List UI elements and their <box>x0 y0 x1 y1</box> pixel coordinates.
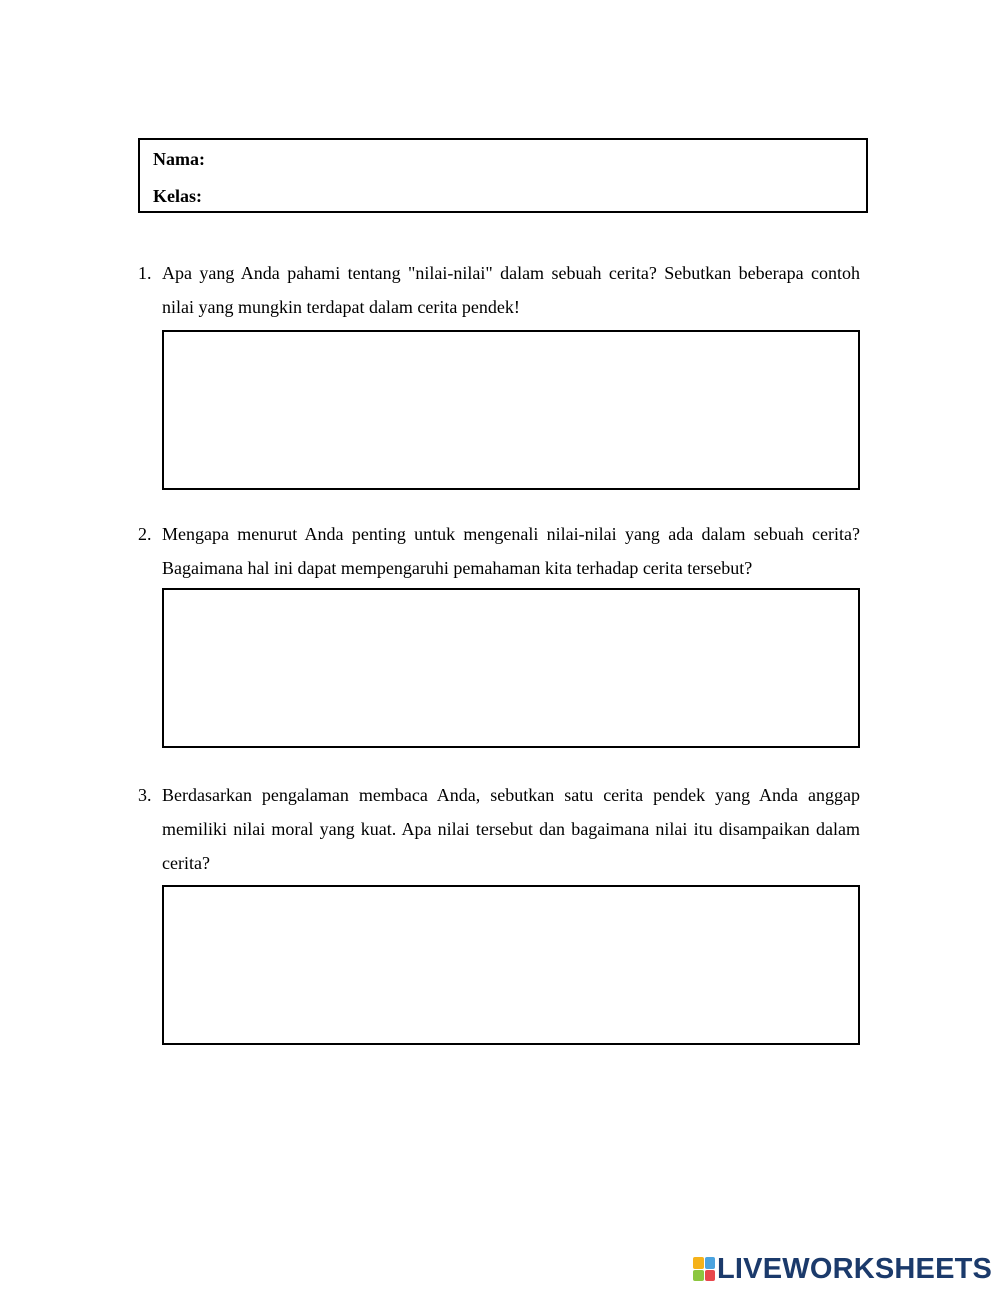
logo-text: LIVEWORKSHEETS <box>717 1253 993 1285</box>
question-number: 3. <box>138 785 152 805</box>
question-number: 1. <box>138 263 152 283</box>
answer-box-3[interactable] <box>162 885 860 1045</box>
logo-mark-tile <box>693 1257 704 1269</box>
question-3 <box>138 778 860 880</box>
question-1 <box>138 256 860 324</box>
student-info-box <box>138 138 868 213</box>
question-text: Mengapa menurut Anda penting untuk mengenali nilai-nilai yang ada dalam sebuah cerita? Bagaimana hal ini dapat mempengaruhi pemahaman kita terhadap cerita tersebut? <box>162 524 860 578</box>
question-text: Berdasarkan pengalaman membaca Anda, sebutkan satu cerita pendek yang Anda anggap memiliki nilai moral yang kuat. Apa nilai tersebut dan bagaimana nilai itu disampaikan dalam cerita? <box>162 785 860 873</box>
name-label: Nama: <box>153 149 205 169</box>
answer-box-2[interactable] <box>162 588 860 748</box>
logo-mark-icon <box>693 1257 715 1281</box>
logo-mark-tile <box>693 1270 704 1282</box>
logo-mark-tile <box>705 1270 716 1282</box>
answer-box-1[interactable] <box>162 330 860 490</box>
question-number: 2. <box>138 524 152 544</box>
class-label: Kelas: <box>153 186 202 206</box>
question-text: Apa yang Anda pahami tentang "nilai-nilai" dalam sebuah cerita? Sebutkan beberapa contoh nilai yang mungkin terdapat dalam cerita pendek! <box>162 263 860 317</box>
liveworksheets-logo <box>693 1254 992 1284</box>
logo-mark-tile <box>705 1257 716 1269</box>
question-2 <box>138 517 860 585</box>
